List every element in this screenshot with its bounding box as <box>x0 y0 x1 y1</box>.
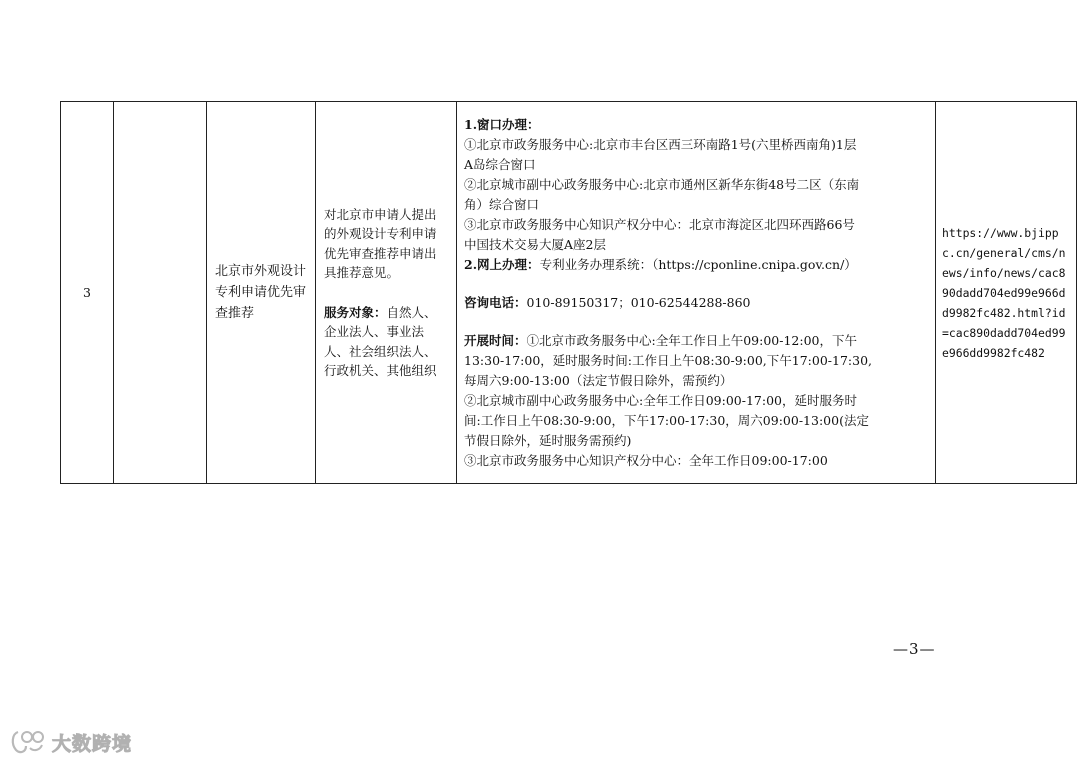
service-target <box>324 303 448 381</box>
row-number-cell <box>61 102 114 484</box>
empty-cell <box>114 102 207 484</box>
page-number: —3— <box>893 640 936 658</box>
online-label: 2.网上办理： <box>464 256 540 272</box>
service-link[interactable]: https://www.bjippc.cn/general/cms/news/info/news/cac890dadd704ed99e966dd9982fc482.html?id=cac890dadd704ed99e966dd9982fc482 <box>942 225 1066 360</box>
online-line <box>464 255 928 275</box>
scope-cell <box>316 102 457 484</box>
window-line: A岛综合窗口 <box>464 156 536 172</box>
phone-line <box>464 293 928 313</box>
hours-line <box>464 331 928 351</box>
window-line: 角）综合窗口 <box>464 196 540 212</box>
hours-label: 开展时间： <box>464 332 527 348</box>
hours-line: ③北京市政务服务中心知识产权分中心：全年工作日09:00-17:00 <box>464 452 828 468</box>
window-heading: 1.窗口办理： <box>464 116 540 132</box>
hours-line: 13:30-17:00，延时服务时间:工作日上午08:30-9:00,下午17:00-17:30, <box>464 352 873 368</box>
service-target-value: 自然人、企业法人、事业法人、社会组织法人、行政机关、其他组织 <box>324 304 437 378</box>
hours-line: 节假日除外，延时服务需预约) <box>464 432 632 448</box>
phone-label: 咨询电话： <box>464 294 527 310</box>
watermark-text: 大数跨境 <box>52 732 133 755</box>
hours-line: 间:工作日上午08:30-9:00，下午17:00-17:30，周六09:00-13:00(法定 <box>464 412 869 428</box>
table-row <box>61 102 1077 484</box>
link-cell <box>936 102 1077 484</box>
window-line: ②北京城市副中心政务服务中心:北京市通州区新华东街48号二区（东南 <box>464 176 860 192</box>
hours-line: 每周六9:00-13:00（法定节假日除外，需预约） <box>464 372 733 388</box>
hours-line: ②北京城市副中心政务服务中心:全年工作日09:00-17:00，延时服务时 <box>464 392 857 408</box>
phone-value: 010-89150317；010-62544288-860 <box>526 294 751 310</box>
hours-first-line: ①北京市政务服务中心:全年工作日上午09:00-12:00，下午 <box>526 332 857 348</box>
window-line: ①北京市政务服务中心:北京市丰台区西三环南路1号(六里桥西南角)1层 <box>464 136 857 152</box>
item-name-cell <box>207 102 316 484</box>
row-number: 3 <box>83 284 91 300</box>
channel-cell <box>457 102 936 484</box>
item-name: 北京市外观设计专利申请优先审查推荐 <box>215 264 307 321</box>
scope-description: 对北京市申请人提出的外观设计专利申请优先审查推荐申请出具推荐意见。 <box>324 206 437 280</box>
window-line: 中国技术交易大厦A座2层 <box>464 236 606 252</box>
watermark <box>8 728 132 756</box>
window-line: ③北京市政务服务中心知识产权分中心：北京市海淀区北四环西路66号 <box>464 216 855 232</box>
service-table <box>60 101 1077 484</box>
online-value: 专利业务办理系统：（https://cponline.cnipa.gov.cn/） <box>539 256 857 272</box>
watermark-logo-icon <box>8 728 46 756</box>
channel-block <box>464 115 928 471</box>
service-target-label: 服务对象： <box>324 304 387 320</box>
